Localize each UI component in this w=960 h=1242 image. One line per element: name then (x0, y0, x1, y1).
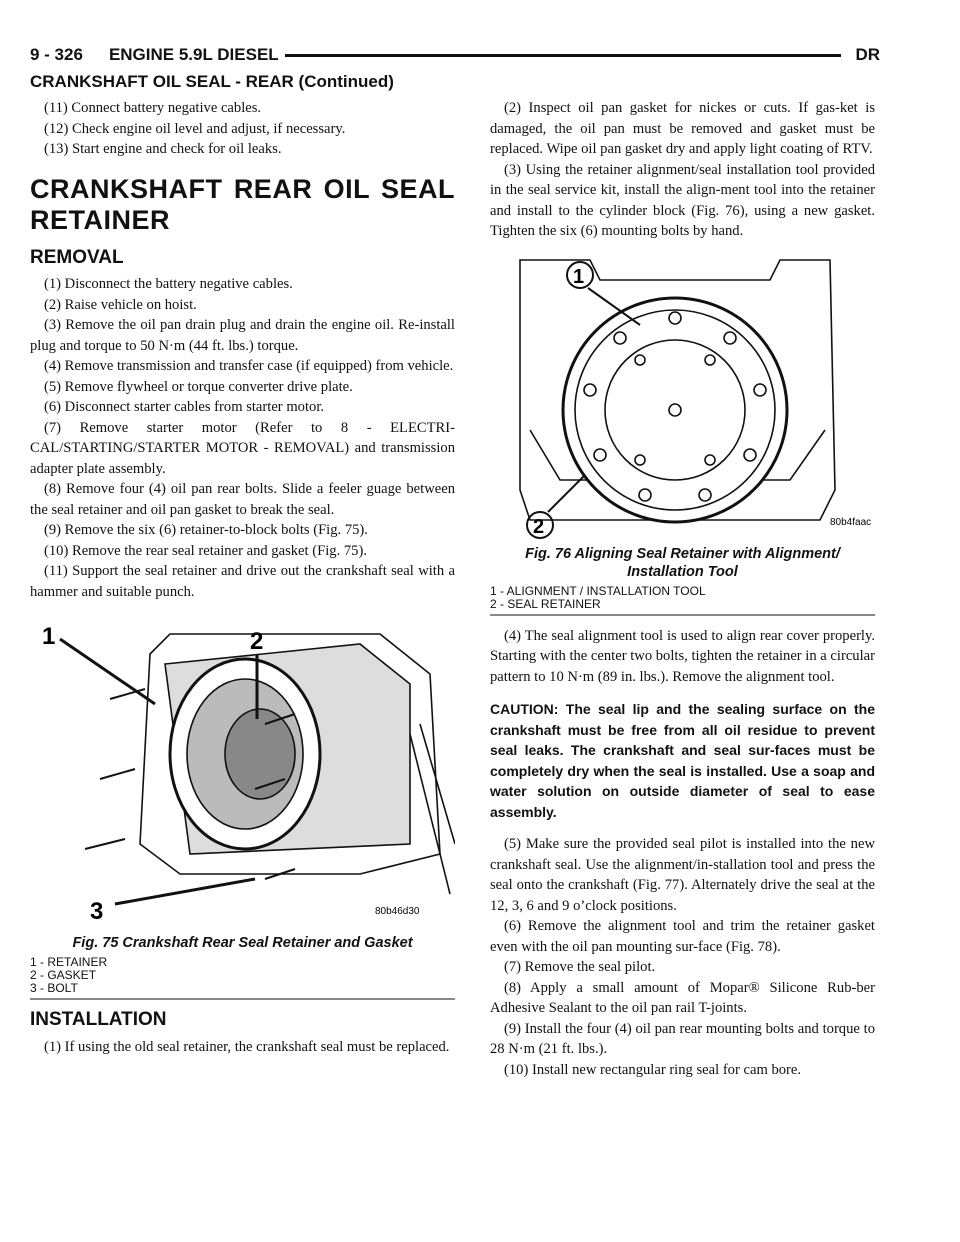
step: (8) Apply a small amount of Mopar® Silicone Rub-ber Adhesive Sealant to the oil pan rail T-joints. (490, 979, 875, 1016)
step: (9) Install the four (4) oil pan rear mounting bolts and torque to 28 N·m (21 ft. lbs.). (490, 1020, 875, 1057)
step: (2) Inspect oil pan gasket for nickes or cuts. If gas-ket is damaged, the oil pan must be removed and gasket must be replaced. Wipe oil pan gasket dry and apply light coating of RTV. (490, 100, 875, 157)
step: (11) Support the seal retainer and drive out the crankshaft seal with a hammer and suitable punch. (30, 563, 455, 600)
step: (11) Connect battery negative cables. (44, 100, 262, 116)
left-column (30, 98, 455, 1057)
figure-id: 80b46d30 (375, 906, 420, 917)
step: (6) Disconnect starter cables from starter motor. (44, 399, 325, 415)
page-subtitle: CRANKSHAFT OIL SEAL - REAR (Continued) (30, 72, 394, 91)
step: (7) Remove the seal pilot. (504, 959, 656, 975)
removal-heading: REMOVAL (30, 246, 124, 268)
legend-item: 2 - SEAL RETAINER (490, 596, 601, 611)
svg-text:2: 2 (250, 628, 264, 655)
figure-76 (490, 250, 875, 545)
caption-line: Installation Tool (627, 563, 738, 580)
header-rule (285, 54, 842, 57)
callout-1 (42, 623, 155, 704)
step: (8) Remove four (4) oil pan rear bolts. Slide a feeler guage between the seal retainer and oil pan gasket to break the seal. (30, 481, 455, 518)
section-title: ENGINE 5.9L DIESEL (108, 45, 279, 64)
callout-3 (90, 879, 255, 925)
installation-heading: INSTALLATION (30, 1009, 167, 1030)
legend-item: 3 - BOLT (30, 981, 78, 995)
caption-line: Fig. 76 Aligning Seal Retainer with Alignment/ (525, 545, 840, 562)
legend-item: 1 - RETAINER (30, 955, 108, 969)
step: (5) Remove flywheel or torque converter drive plate. (44, 378, 353, 395)
step: (3) Remove the oil pan drain plug and drain the engine oil. Re-install plug and torque to 50 N·m (44 ft. lbs.) torque. (30, 317, 455, 354)
legend-item: 2 - GASKET (30, 968, 97, 982)
figure-76-legend (490, 585, 875, 611)
page-header (30, 44, 880, 66)
figure-76-caption (490, 545, 875, 581)
step: (3) Using the retainer alignment/seal installation tool provided in the seal service kit, install the align-ment tool into the retainer and install to the cylinder block (Fig. 76), using a new gasket. Tighten the six (6) mounting bolts by hand. (490, 161, 875, 239)
step: (4) The seal alignment tool is used to align rear cover properly. Starting with the center two bolts, tighten the retainer in a circular pattern to 10 N·m (89 in. lbs.). Remove the alignment tool. (490, 627, 875, 685)
figure-75 (30, 614, 455, 934)
caution-note: CAUTION: The seal lip and the sealing surface on the crankshaft must be free from all oil residue to prevent seal leaks. The crankshaft and seal sur-faces must be completely dry when the seal is installed. Use a soap and water solution on outside diameter of seal to ease assembly. (490, 701, 875, 820)
callout-2 (527, 475, 585, 538)
step: (7) Remove starter motor (Refer to 8 - ELECTRI-CAL/STARTING/STARTER MOTOR - REMOVAL) and transmission adapter plate assembly. (30, 419, 455, 477)
model-code: DR (855, 45, 880, 64)
svg-text:3: 3 (90, 898, 104, 925)
right-column (490, 98, 875, 1080)
figure-rule (490, 614, 875, 616)
step: (6) Remove the alignment tool and trim the retainer gasket even with the oil pan mounting sur-face (Fig. 78). (490, 918, 875, 955)
svg-text:1: 1 (573, 265, 585, 288)
svg-text:2: 2 (533, 515, 545, 538)
figure-id: 80b4faac (830, 516, 872, 528)
alignment-tool-illustration (490, 250, 875, 545)
step: (12) Check engine oil level and adjust, if necessary. (44, 120, 346, 137)
step: (13) Start engine and check for oil leaks. (44, 141, 282, 157)
retainer-gasket-illustration (30, 614, 455, 934)
figure-rule (30, 998, 455, 1000)
figure-75-caption: Fig. 75 Crankshaft Rear Seal Retainer and Gasket (72, 935, 413, 951)
step: (4) Remove transmission and transfer case (if equipped) from vehicle. (44, 358, 454, 374)
step: (10) Remove the rear seal retainer and gasket (Fig. 75). (44, 542, 367, 559)
step: (2) Raise vehicle on hoist. (44, 296, 197, 313)
svg-text:1: 1 (42, 623, 56, 650)
step: (1) If using the old seal retainer, the crankshaft seal must be replaced. (44, 1038, 450, 1055)
figure-75-legend (30, 956, 455, 995)
page-number: 9 - 326 (30, 45, 83, 64)
step: (10) Install new rectangular ring seal for cam bore. (504, 1061, 802, 1078)
section-heading: CRANKSHAFT REAR OIL SEAL RETAINER (30, 173, 455, 235)
legend-item: 1 - ALIGNMENT / INSTALLATION TOOL (490, 583, 706, 598)
step: (5) Make sure the provided seal pilot is installed into the new crankshaft seal. Use the alignment/in-stallation tool and press the seal onto the crankshaft (Fig. 77). Alternately drive the seal at the 12, 3, 6 and 9 o’clock positions. (490, 836, 875, 914)
step: (9) Remove the six (6) retainer-to-block bolts (Fig. 75). (44, 522, 368, 538)
step: (1) Disconnect the battery negative cables. (44, 276, 293, 292)
